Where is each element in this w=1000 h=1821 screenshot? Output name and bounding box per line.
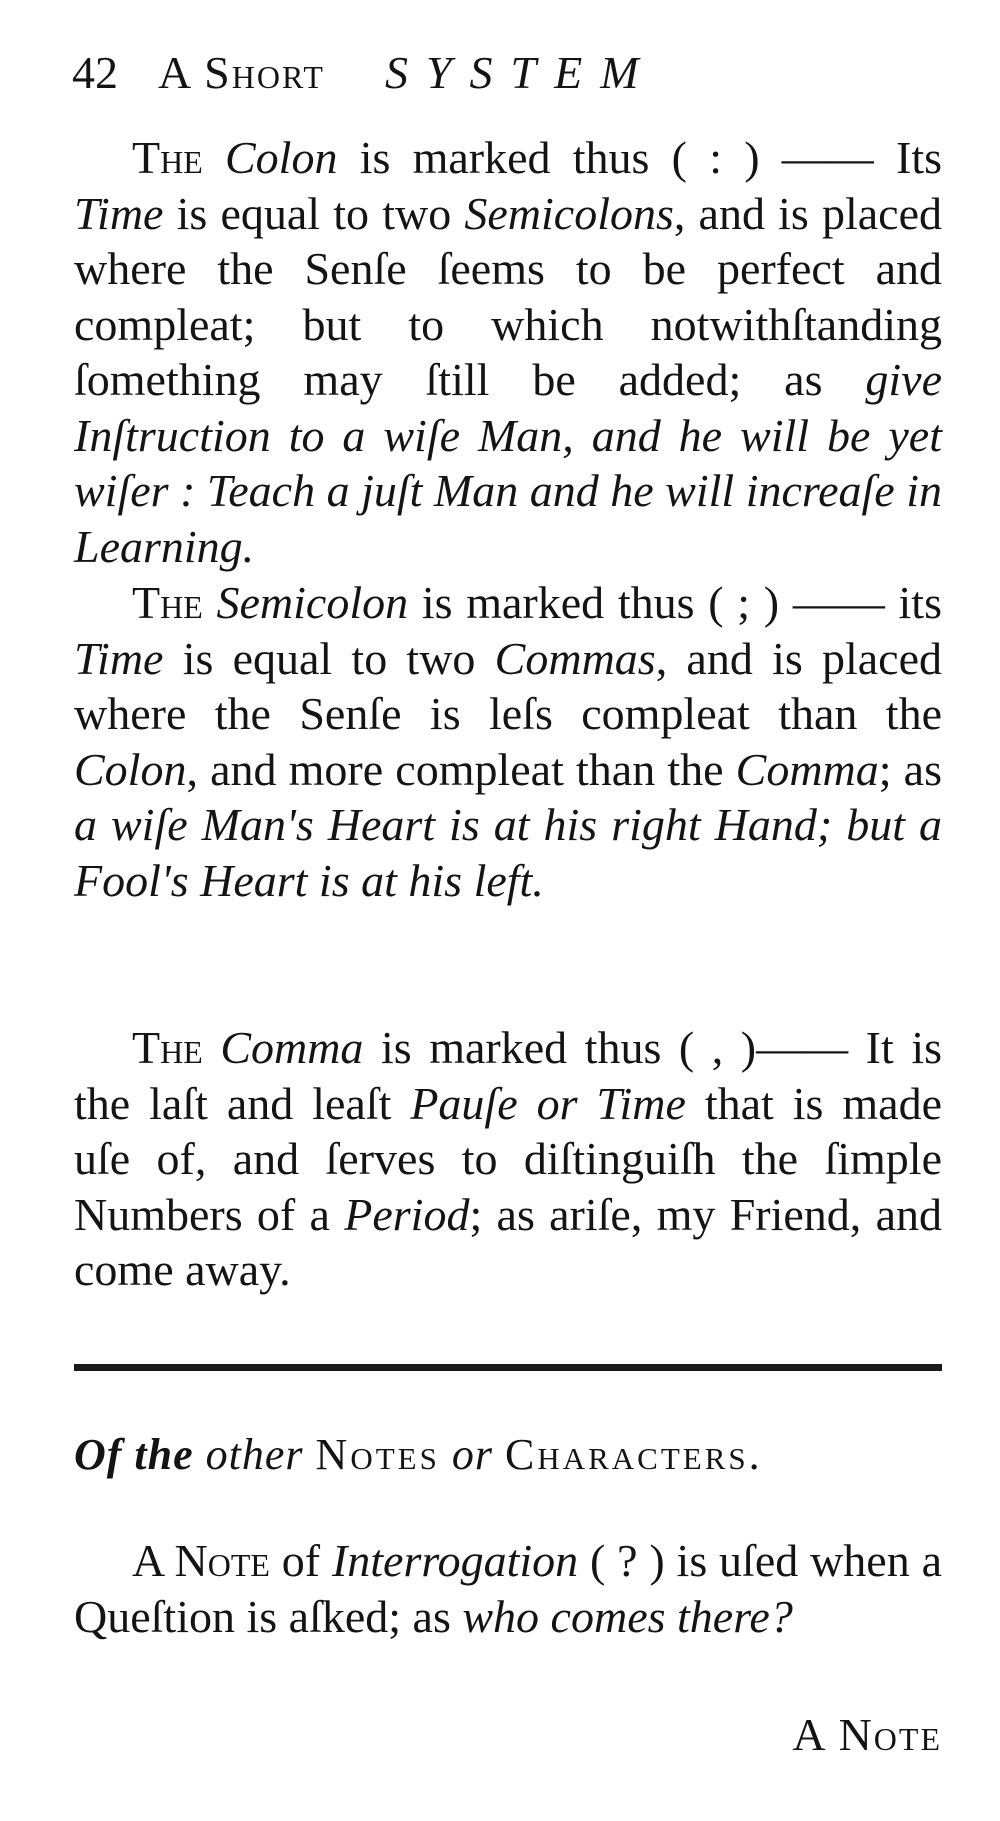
text-run: is marked thus ( , )—— It is the laſt and leaſt: [74, 1022, 942, 1129]
text-run: that is made uſe of, and ſerves to diſtinguiſh the ſimple Numbers of a: [74, 1077, 942, 1240]
paragraph-body: [74, 1022, 942, 1295]
italic-run: Interrogation: [331, 1535, 579, 1586]
italic-run: give Inſtruction to a wiſe Man, and he will be yet wiſer : Teach a juſt Man and he will increaſe in Learning.: [74, 354, 942, 572]
text-run: , and is placed where the Senſe is leſs compleat than the: [74, 632, 943, 739]
section-heading: [74, 1420, 942, 1490]
paragraph-body: [74, 577, 942, 906]
section-divider: [74, 1364, 942, 1371]
italic-run: Semicolon: [216, 577, 409, 628]
paragraph-lead: The: [132, 577, 203, 628]
italic-run: Comma: [735, 743, 879, 795]
italic-run: Semicolons: [464, 187, 674, 239]
text-run: is marked thus ( ; ) —— its: [408, 577, 942, 628]
heading-prefix: Of the: [74, 1430, 194, 1479]
heading-notes: Notes: [315, 1430, 440, 1479]
heading-middle: other: [205, 1430, 304, 1479]
text-run: , and more compleat than the: [186, 743, 736, 795]
heading-characters: Characters.: [504, 1430, 763, 1479]
paragraph-lead: The: [132, 1022, 203, 1073]
text-run: , and is placed where the Senſe ſeems to be perfect and compleat; but to which notwithſtanding ſomething may ſtill be added; as: [74, 187, 942, 405]
italic-run: Colon: [225, 132, 338, 183]
text-run: [203, 577, 217, 628]
text-run: of: [269, 1535, 332, 1586]
text-run: is equal to two: [163, 187, 465, 239]
italic-run: a wiſe Man's Heart is at his right Hand; but a Fool's Heart is at his left.: [74, 799, 942, 906]
paragraph-body: [74, 132, 942, 572]
page-number: 42: [72, 47, 118, 98]
running-head: [72, 38, 972, 108]
italic-run: Time: [74, 632, 164, 684]
running-title-first: A Short: [158, 47, 325, 98]
italic-run: Comma: [220, 1022, 364, 1073]
text-run: is marked thus ( : ) —— Its: [337, 132, 943, 183]
paragraph-lead: A Note: [132, 1535, 270, 1586]
paragraph-comma: [74, 1020, 942, 1298]
paragraph-lead: The: [132, 132, 203, 183]
paragraph-colon: [74, 130, 942, 574]
paragraph-semicolon: [74, 575, 942, 908]
italic-run: Pauſe or Time: [410, 1077, 686, 1129]
italic-run: Period: [344, 1188, 470, 1240]
heading-or: or: [451, 1430, 493, 1479]
italic-run: Colon: [74, 743, 187, 795]
italic-run: who comes there?: [462, 1590, 793, 1642]
italic-run: Commas: [494, 632, 656, 684]
text-run: is equal to two: [163, 632, 495, 684]
text-run: ; as ariſe, my Friend, and come away.: [74, 1188, 943, 1295]
text-run: [203, 1022, 221, 1073]
text-run: [203, 132, 225, 183]
italic-run: Time: [74, 187, 164, 239]
paragraph-interrogation: [74, 1533, 942, 1644]
text-run: ( ? ) is uſed when a Queſtion is aſked; as: [74, 1535, 942, 1642]
running-title-second: SYSTEM: [384, 47, 657, 98]
catchword: A Note: [792, 1709, 942, 1760]
text-run: ; as: [878, 743, 942, 795]
